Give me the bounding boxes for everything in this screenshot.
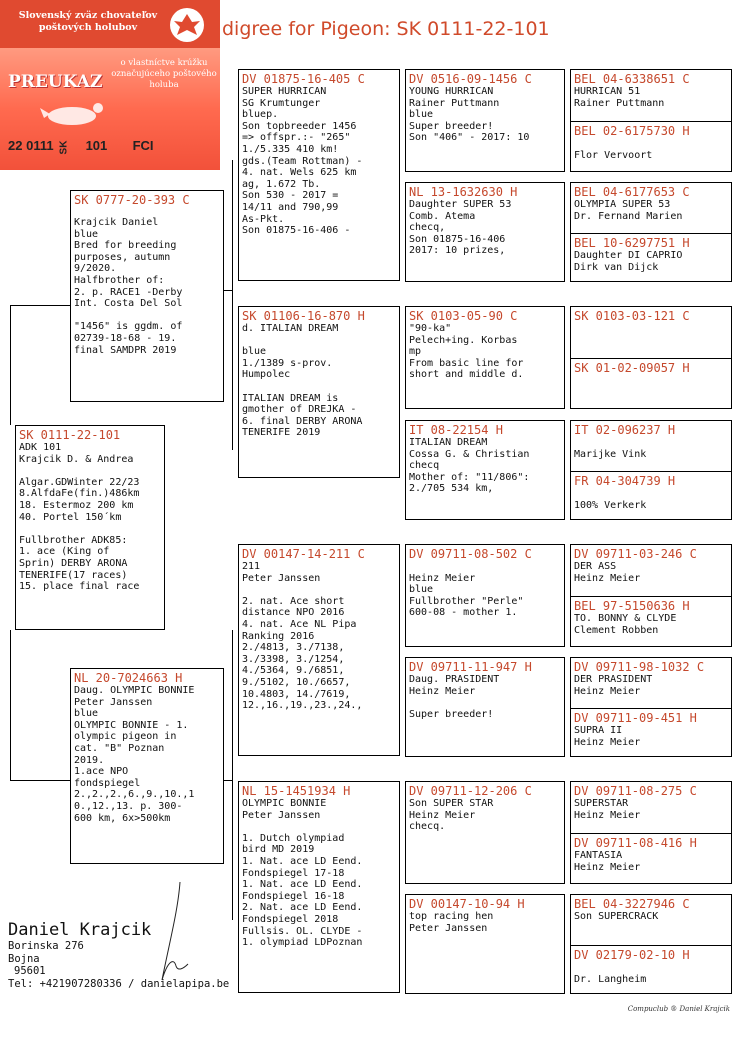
ring-number: SK 01-02-09057 H: [574, 361, 690, 375]
pigeon-granddam-maternal: [238, 781, 400, 993]
ring-number: SK 0103-05-90 C: [409, 309, 518, 323]
ring-number: DV 01875-16-405 C: [242, 72, 365, 86]
ring-number: DV 02179-02-10 H: [574, 948, 690, 962]
pigeon-details: Daughter DI CAPRIO Dirk van Dijck: [574, 250, 683, 273]
ring-no: 0111: [26, 138, 54, 153]
ring-number: DV 0516-09-1456 C: [409, 72, 532, 86]
pigeon-gggp-pair-6: [570, 657, 732, 757]
pigeon-dam: [70, 668, 224, 864]
pigeon-icon: [40, 96, 110, 130]
union-name: Slovenský zväz chovateľov poštových holubov: [18, 10, 158, 33]
certificate-description: o vlastníctve krúžku označujúceho poštového holuba: [111, 58, 217, 90]
pigeon-ggp-3: [405, 306, 565, 409]
connector-line: [232, 630, 233, 920]
pigeon-ggp-8: [405, 894, 565, 994]
owner-city: Bojna: [8, 952, 40, 965]
pigeon-sire: [70, 190, 224, 402]
owner-name: Daniel Krajcik: [8, 920, 152, 940]
pigeon-details: OLYMPIA SUPER 53 Dr. Fernand Marien: [574, 199, 683, 222]
ring-fci: FCI: [132, 138, 154, 153]
owner-zip: 95601: [14, 965, 46, 977]
connector-line: [224, 290, 232, 291]
footer-credit: Compuclub ® Daniel Krajcik: [627, 1005, 730, 1013]
ring-number: NL 20-7024663 H: [74, 671, 183, 685]
pigeon-gggp-pair-7: [570, 781, 732, 884]
pigeon-details: FANTASIA Heinz Meier: [574, 850, 641, 873]
pigeon-details: SUPRA II Heinz Meier: [574, 725, 641, 748]
ring-number: DV 09711-98-1032 C: [574, 660, 705, 674]
pigeon-gggp-pair-1: [570, 69, 732, 172]
ring-number: NL 13-1632630 H: [409, 185, 518, 199]
ring-number: DV 09711-12-206 C: [409, 784, 532, 798]
pigeon-details: SUPERSTAR Heinz Meier: [574, 798, 641, 821]
ring-number: SK 0777-20-393 C: [74, 193, 190, 207]
ring-number: DV 09711-08-502 C: [409, 547, 532, 561]
ring-number: SK 0103-03-121 C: [574, 309, 690, 323]
ring-number: DV 00147-10-94 H: [409, 897, 525, 911]
pigeon-gggp-pair-8: [570, 894, 732, 994]
certificate-title: PREUKAZ: [8, 72, 103, 92]
pigeon-details: HURRICAN 51 Rainer Puttmann: [574, 86, 665, 109]
pigeon-gggp-pair-4: [570, 420, 732, 520]
pigeon-granddam-paternal: [238, 306, 400, 478]
ring-number: BEL 04-6177653 C: [574, 185, 690, 199]
pigeon-details: Daughter SUPER 53 Comb. Atema checq, Son 01875-16-406 2017: 10 prizes,: [409, 199, 512, 257]
pigeon-details: Daug. OLYMPIC BONNIE Peter Janssen blue OLYMPIC BONNIE - 1. olympic pigeon in cat. "B" Poznan 2019. 1.ace NPO fondspiegel 2.,2.,2.,6.,9.,10.,1 0.,12.,13. p. 300- 600 km, 6x>500km: [74, 685, 195, 824]
pigeon-grandsire-maternal: [238, 544, 400, 756]
pigeon-details: Son SUPERCRACK: [574, 911, 659, 922]
pigeon-details: Krajcik Daniel blue Bred for breeding purposes, autumn 9/2020. Halfbrother of: 2. p. RACE1 -Derby Int. Costa Del Sol "1456" is ggdm. of 02739-18-68 - 19. final SAMDPR 2019: [74, 217, 183, 356]
ring-number: BEL 04-6338651 C: [574, 72, 690, 86]
ring-number: DV 00147-14-211 C: [242, 547, 365, 561]
ring-number: SK 01106-16-870 H: [242, 309, 365, 323]
pigeon-details: "90-ka" Pelech+ing. Korbas mp From basic line for short and middle d.: [409, 323, 524, 381]
ring-number: BEL 97-5150636 H: [574, 599, 690, 613]
ring-certificate: [0, 0, 220, 170]
connector-line: [232, 160, 233, 450]
pigeon-details: Dr. Langheim: [574, 973, 647, 985]
pigeon-details: DER ASS Heinz Meier: [574, 561, 641, 584]
pigeon-details: top racing hen Peter Janssen: [409, 911, 494, 934]
pigeon-details: YOUNG HURRICAN Rainer Puttmann blue Super breeder! Son "406" - 2017: 10: [409, 86, 530, 144]
pigeon-details: Marijke Vink: [574, 448, 647, 460]
pigeon-details: Son SUPER STAR Heinz Meier checq.: [409, 798, 494, 833]
pigeon-gggp-pair-2: [570, 182, 732, 282]
pigeon-details: d. ITALIAN DREAM blue 1./1389 s-prov. Humpolec ITALIAN DREAM is gmother of DREJKA - 6. final DERBY ARONA TENERIFE 2019: [242, 323, 363, 439]
pigeon-details: ADK 101 Krajcik D. & Andrea Algar.GDWinter 22/23 8.AlfdaFe(fin.)486km 18. Estermoz 200 km 40. Portel 150´km Fullbrother ADK85: 1. ace (King of Sprin) DERBY ARONA TENERIFE(17 races) 15. place final race: [19, 442, 140, 593]
ring-num: 101: [85, 138, 108, 153]
connector-line: [10, 305, 11, 425]
pigeon-details: 100% Verkerk: [574, 499, 647, 511]
ring-number: NL 15-1451934 H: [242, 784, 351, 798]
pigeon-details: TO. BONNY & CLYDE Clement Robben: [574, 613, 677, 636]
pigeon-ggp-5: [405, 544, 565, 647]
pigeon-details: Flor Vervoort: [574, 149, 653, 161]
ring-number: DV 09711-08-416 H: [574, 836, 697, 850]
pigeon-ggp-7: [405, 781, 565, 884]
ring-number: FR 04-304739 H: [574, 474, 676, 488]
connector-line: [10, 305, 70, 306]
union-logo-icon: [170, 8, 204, 42]
pigeon-details: SUPER HURRICAN SG Krumtunger bluep. Son topbreeder 1456 => offspr.:- "265" 1./5.335 410 km! gds.(Team Rottman) - 4. nat. Wels 625 km ag, 1.672 Tb. Son 530 - 2017 = 14/11 and 790,99 As-Pkt. Son 01875-16-406 -: [242, 86, 363, 237]
page-title: digree for Pigeon: SK 0111-22-101: [222, 18, 550, 40]
owner-street: Borinska 276: [8, 940, 84, 952]
pigeon-gggp-pair-5: [570, 544, 732, 647]
ring-number: DV 09711-08-275 C: [574, 784, 697, 798]
ring-number: SK 0111-22-101: [19, 428, 121, 442]
owner-phone-email: Tel: +421907280336 / danielapipa.be: [8, 977, 230, 990]
ring-number: IT 02-096237 H: [574, 423, 676, 437]
pigeon-ggp-1: [405, 69, 565, 172]
pigeon-details: Heinz Meier blue Fullbrother "Perle" 600-08 - mother 1.: [409, 572, 524, 619]
connector-line: [224, 780, 232, 781]
pigeon-ggp-6: [405, 657, 565, 757]
ring-number: IT 08-22154 H: [409, 423, 503, 437]
pigeon-details: DER PRASIDENT Heinz Meier: [574, 674, 653, 697]
pigeon-grandsire-paternal: [238, 69, 400, 281]
connector-line: [10, 780, 70, 781]
pigeon-details: ITALIAN DREAM Cossa G. & Christian checq Mother of: "11/806": 2./705 534 km,: [409, 437, 530, 495]
ring-number: BEL 10-6297751 H: [574, 236, 690, 250]
certificate-ring-number: [8, 138, 154, 153]
signature-icon: [140, 880, 200, 990]
pigeon-ggp-4: [405, 420, 565, 520]
ring-number: BEL 02-6175730 H: [574, 124, 690, 138]
ring-number: DV 09711-03-246 C: [574, 547, 697, 561]
ring-number: DV 09711-09-451 H: [574, 711, 697, 725]
pigeon-gggp-pair-3: [570, 306, 732, 409]
connector-line: [10, 630, 11, 780]
pigeon-details: Daug. PRASIDENT Heinz Meier Super breeder!: [409, 674, 500, 720]
pigeon-details: OLYMPIC BONNIE Peter Janssen 1. Dutch olympiad bird MD 2019 1. Nat. ace LD Eend. Fondspiegel 17-18 1. Nat. ace LD Eend. Fondspiegel 16-18 2. Nat. ace LD Eend. Fondspiegel 2018 Fullsis. OL. CLYDE - 1. olympiad LDPoznan: [242, 798, 363, 949]
ring-number: BEL 04-3227946 C: [574, 897, 690, 911]
ring-country: SK: [58, 140, 70, 155]
pigeon-details: 211 Peter Janssen 2. nat. Ace short distance NPO 2016 4. nat. Ace NL Pipa Ranking 2016 2./4813, 3./7138, 3./3398, 3./1254, 4./5364, 9./6851, 9./5102, 10./6657, 10.4803, 14./7619, 12.,16.,19.,23.,24.,: [242, 561, 363, 712]
pigeon-ggp-2: [405, 182, 565, 282]
pigeon-subject: [15, 425, 165, 630]
ring-year: 22: [8, 138, 23, 153]
ring-number: DV 09711-11-947 H: [409, 660, 532, 674]
